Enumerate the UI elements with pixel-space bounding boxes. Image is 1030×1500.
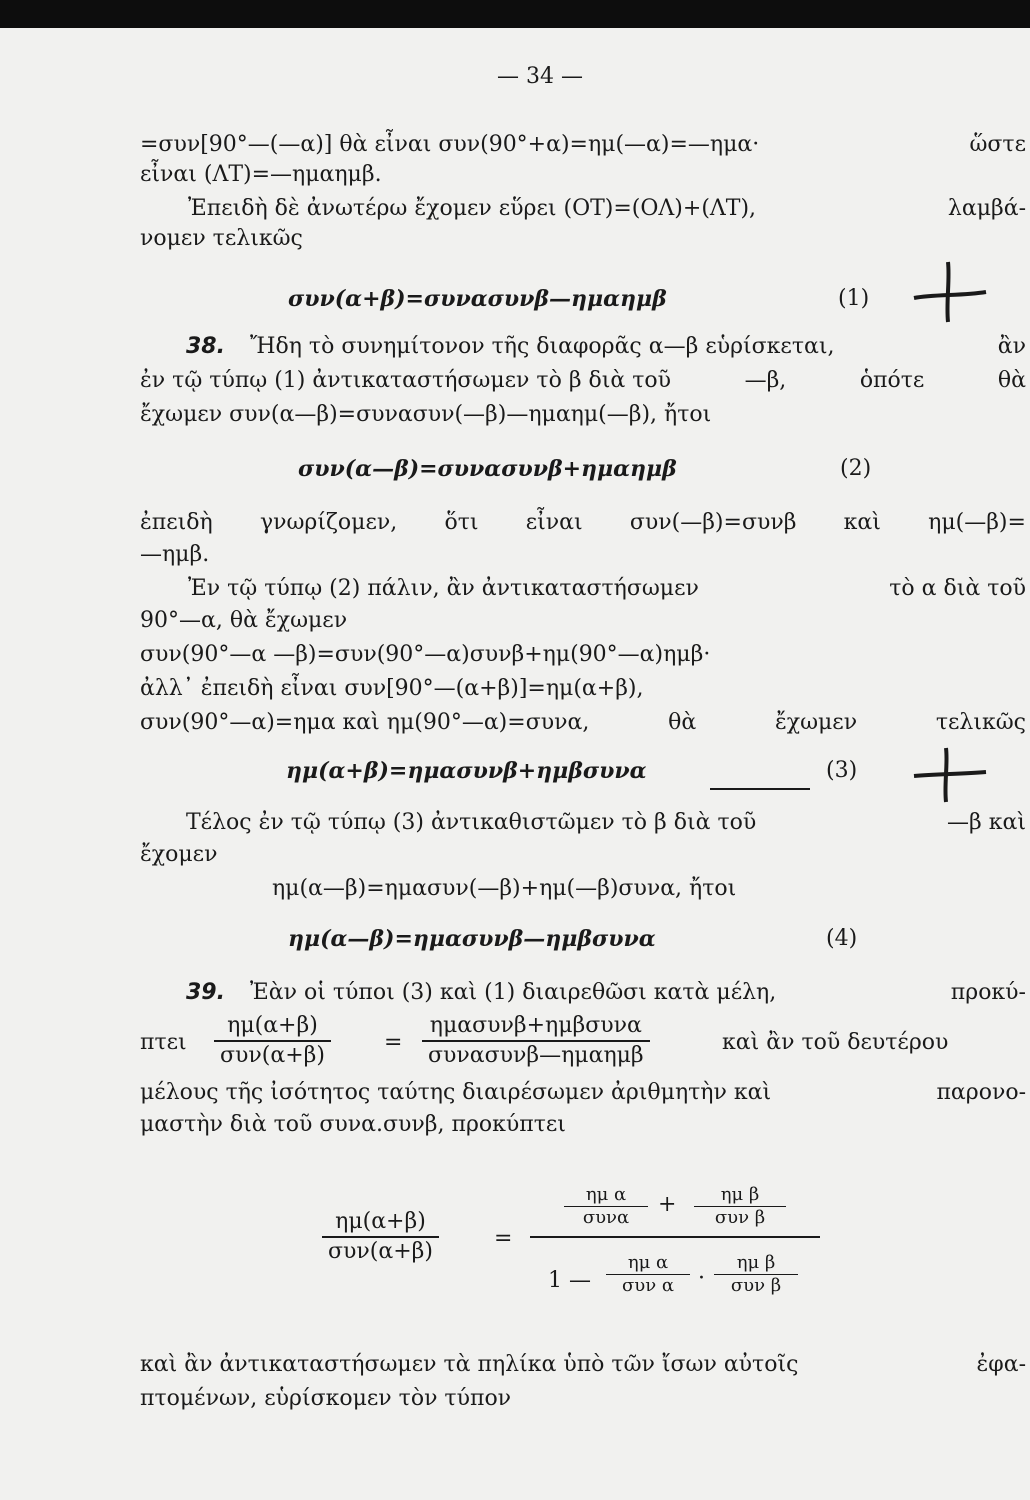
text-line-1: =συν[90°—(—α)] θὰ εἶναι συν(90°+α)=ημ(—α)=—ημα· ὥστε xyxy=(140,132,1026,157)
section-39-line-1: Ἐὰν οἱ τύποι (3) καὶ (1) διαιρεθῶσι κατὰ μέλη, προκύ- xyxy=(250,980,1026,1005)
section-39-line-4: μαστὴν διὰ τοῦ συνα.συνβ, προκύπτει xyxy=(140,1112,566,1137)
text-line-syn90b: συν(90°—α)=ημα καὶ ημ(90°—α)=συνα, θὰ ἔχωμεν τελικῶς xyxy=(140,710,1026,735)
fraction-tan-rhs: ημασυνβ+ημβσυνα συνασυνβ—ημαημβ xyxy=(422,1012,650,1070)
text-line-syn90: συν(90°—α —β)=συν(90°—α)συνβ+ημ(90°—α)ημβ· xyxy=(140,642,711,667)
one-minus: 1 — xyxy=(548,1268,591,1293)
fraction-big-lhs: ημ(α+β) συν(α+β) xyxy=(322,1208,439,1266)
fraction-tan-lhs: ημ(α+β) συν(α+β) xyxy=(214,1012,331,1070)
text-line-2: εἶναι (ΛΤ)=—ημαημβ. xyxy=(140,162,382,187)
text-line-epeidi: ἐπειδὴ γνωρίζομεν, ὅτι εἶναι συν(—β)=συνβ καὶ ημ(—β)= xyxy=(140,510,1026,535)
text-line-hma: ημ(α—β)=ημασυν(—β)+ημ(—β)συνα, ἤτοι xyxy=(272,876,737,901)
fraction-hma-syna-2: ημ α συν α xyxy=(606,1252,690,1297)
formula-3-number: (3) xyxy=(826,758,858,783)
fraction-hmb-synb: ημ β συν β xyxy=(694,1184,786,1229)
section-38-line-2: ἐν τῷ τύπῳ (1) ἀντικαταστήσωμεν τὸ β διὰ τοῦ —β, ὁπότε θὰ xyxy=(140,368,1026,393)
book-page xyxy=(0,28,1030,1500)
equals-sign: = xyxy=(384,1030,403,1055)
page-number: — 34 — xyxy=(497,64,583,89)
handwritten-cross-mark xyxy=(910,256,990,326)
text-line-3: Ἐπειδὴ δὲ ἀνωτέρω ἔχομεν εὕρει (ΟΤ)=(ΟΛ)+(ΛΤ), λαμβά- xyxy=(188,196,1026,221)
formula-4: ημ(α—β)=ημασυνβ—ημβσυνα xyxy=(288,926,656,952)
handwritten-cross-mark-2 xyxy=(910,740,990,810)
equals-sign-2: = xyxy=(494,1226,513,1251)
text-line-telos: Τέλος ἐν τῷ τύπῳ (3) ἀντικαθιστῶμεν τὸ β διὰ τοῦ —β καὶ xyxy=(186,810,1026,835)
section-39-line-3: μέλους τῆς ἰσότητος ταύτης διαιρέσωμεν ἀριθμητὴν καὶ παρονο- xyxy=(140,1080,1026,1105)
text-line-exomen: ἔχομεν xyxy=(140,842,218,867)
formula-3-underline xyxy=(710,788,810,790)
section-38-number: 38. xyxy=(186,334,225,359)
formula-2-number: (2) xyxy=(840,456,872,481)
main-fraction-bar xyxy=(530,1236,820,1238)
section-39-number: 39. xyxy=(186,980,225,1005)
formula-3: ημ(α+β)=ημασυνβ+ημβσυνα xyxy=(286,758,647,784)
fraction-hma-syna: ημ α συνα xyxy=(564,1184,648,1229)
formula-4-number: (4) xyxy=(826,926,858,951)
text-line-en: Ἐν τῷ τύπῳ (2) πάλιν, ἂν ἀντικαταστήσωμεν τὸ α διὰ τοῦ xyxy=(188,576,1026,601)
section-39-kai: καὶ ἂν τοῦ δευτέρου xyxy=(722,1030,949,1055)
text-line-90: 90°—α, θὰ ἔχωμεν xyxy=(140,608,348,633)
formula-2: συν(α—β)=συνασυνβ+ημαημβ xyxy=(298,456,677,482)
section-39-ptei: πτει xyxy=(140,1030,187,1055)
last-line-2: πτομένων, εὑρίσκομεν τὸν τύπον xyxy=(140,1386,512,1411)
fraction-hmb-synb-2: ημ β συν β xyxy=(714,1252,798,1297)
formula-1: συν(α+β)=συνασυνβ—ημαημβ xyxy=(288,286,667,312)
section-38-line-3: ἔχωμεν συν(α—β)=συνασυν(—β)—ημαημ(—β), ἤτοι xyxy=(140,402,712,427)
text-line-hmb: —ημβ. xyxy=(140,542,210,567)
text-line-4: νομεν τελικῶς xyxy=(140,226,303,251)
multiplication-dot: · xyxy=(698,1266,705,1291)
last-line-1: καὶ ἂν ἀντικαταστήσωμεν τὰ πηλίκα ὑπὸ τῶν ἴσων αὐτοῖς ἐφα- xyxy=(140,1352,1026,1377)
section-38-line-1: Ἤδη τὸ συνημίτονον τῆς διαφορᾶς α—β εὑρίσκεται, ἂν xyxy=(250,334,1026,359)
text-line-all: ἀλλ᾿ ἐπειδὴ εἶναι συν[90°—(α+β)]=ημ(α+β), xyxy=(140,676,644,701)
formula-1-number: (1) xyxy=(838,286,870,311)
plus-sign: + xyxy=(658,1192,677,1217)
